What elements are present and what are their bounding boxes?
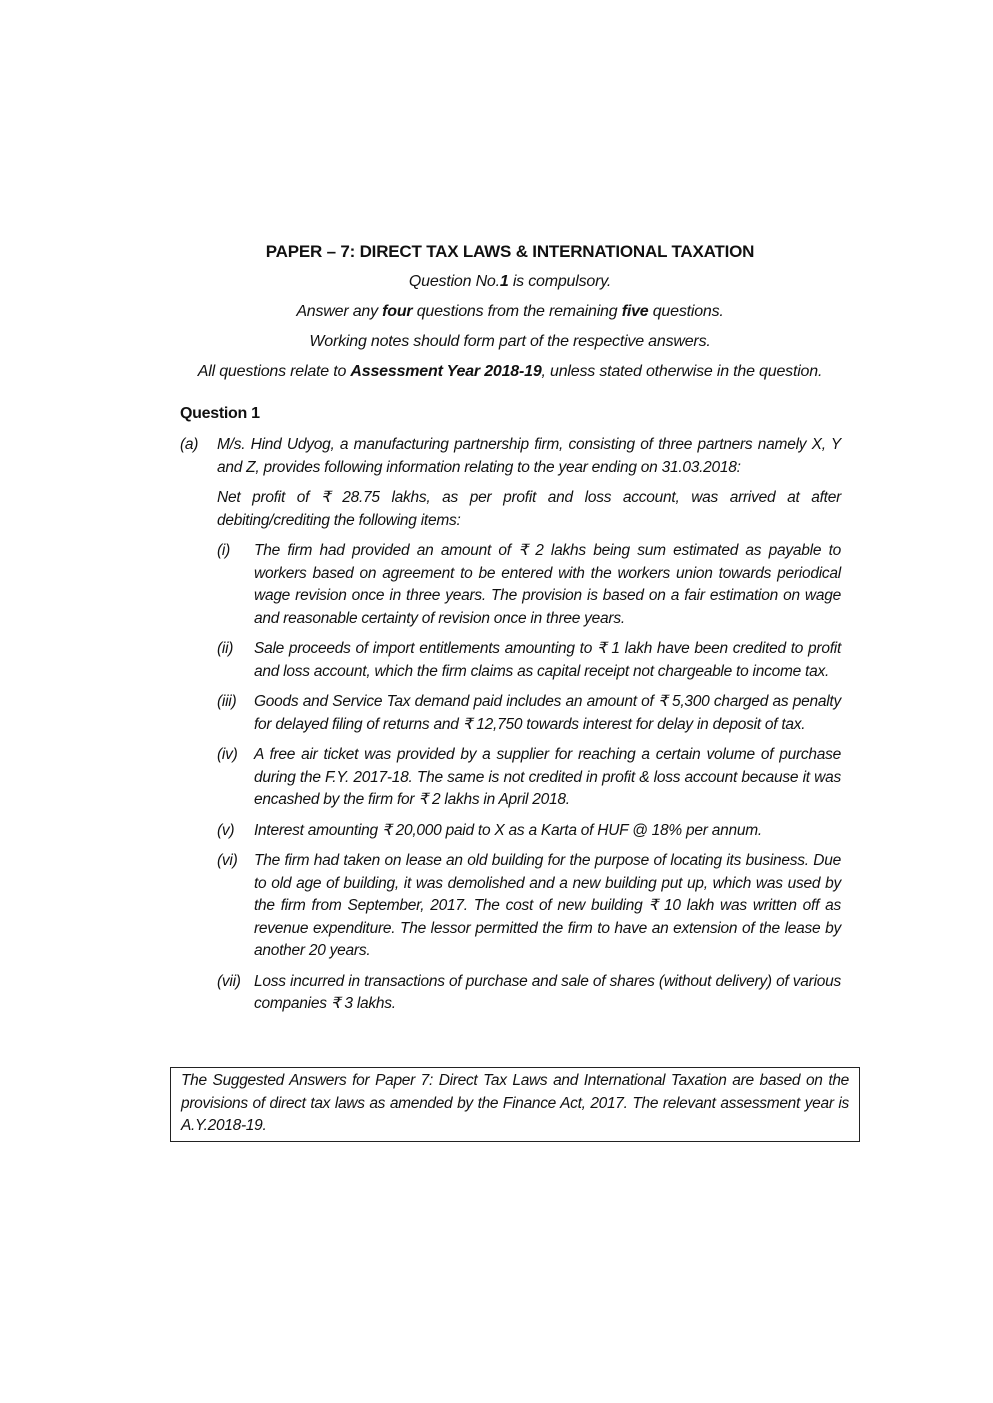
net-profit-statement: Net profit of ₹ 28.75 lakhs, as per profit and loss account, was arrived at after debiting/crediting the following items: — [217, 489, 841, 529]
question-heading: Question 1 — [180, 405, 260, 422]
question-intro: M/s. Hind Udyog, a manufacturing partnership firm, consisting of three partners namely X, Y and Z, provides following information relating to the year ending on 31.03.2018: — [217, 436, 841, 476]
item-label: (v) — [217, 821, 235, 839]
list-item — [217, 744, 841, 812]
item-text: Loss incurred in transactions of purchase and sale of shares (without delivery) of various companies ₹ 3 lakhs. — [254, 972, 841, 1012]
item-label: (vii) — [217, 972, 241, 990]
list-item — [217, 691, 841, 736]
list-item — [217, 540, 841, 630]
footnote-box: The Suggested Answers for Paper 7: Direct Tax Laws and International Taxation are based on the provisions of direct tax laws as amended by the Finance Act, 2017. The relevant assessment year is A.Y.2018-19. — [170, 1067, 860, 1142]
list-item — [217, 850, 841, 963]
item-label: (iii) — [217, 693, 237, 710]
item-label: (vi) — [217, 852, 238, 869]
paper-header — [150, 240, 870, 390]
item-text: The firm had provided an amount of ₹ 2 lakhs being sum estimated as payable to workers based on agreement to be entered with the workers union towards periodical wage revision once in three years. The provision is based on a fair estimation on wage and reasonable certainty of revision once in three years. — [254, 542, 841, 627]
list-item — [217, 971, 841, 1016]
item-text: Interest amounting ₹ 20,000 paid to X as a Karta of HUF @ 18% per annum. — [254, 821, 762, 839]
item-label: (iv) — [217, 746, 238, 763]
list-item — [217, 820, 841, 843]
item-text: A free air ticket was provided by a supplier for reaching a certain volume of purchase during the F.Y. 2017-18. The same is not credited in profit & loss account because it was encashed by the firm for ₹ 2 lakhs in April 2018. — [254, 746, 841, 808]
item-text: Sale proceeds of import entitlements amounting to ₹ 1 lakh have been credited to profit and loss account, which the firm claims as capital receipt not chargeable to income tax. — [254, 640, 841, 680]
item-label: (i) — [217, 542, 231, 559]
item-label: (ii) — [217, 640, 234, 657]
instruction-answer-any: Answer any four questions from the remaining five questions. — [296, 303, 724, 320]
instruction-assessment-year: All questions relate to Assessment Year 2018-19, unless stated otherwise in the question. — [197, 363, 823, 380]
question-part-a — [180, 434, 841, 1024]
instruction-compulsory: Question No.1 is compulsory. — [408, 273, 612, 290]
item-text: Goods and Service Tax demand paid includes an amount of ₹ 5,300 charged as penalty for delayed filing of returns and ₹ 12,750 towards interest for delay in deposit of tax. — [254, 693, 841, 733]
item-list — [217, 540, 841, 1016]
part-label: (a) — [180, 436, 199, 453]
item-text: The firm had taken on lease an old building for the purpose of locating its business. Due to old age of building, it was demolished and a new building put up, which was used by the firm from September, 2017. The cost of new building ₹ 10 lakh was written off as revenue expenditure. The lessor permitted the firm to have an extension of the lease by another 20 years. — [254, 852, 841, 959]
paper-title: PAPER – 7: DIRECT TAX LAWS & INTERNATIONAL TAXATION — [265, 242, 755, 261]
instruction-working-notes: Working notes should form part of the respective answers. — [309, 333, 711, 350]
list-item — [217, 638, 841, 683]
